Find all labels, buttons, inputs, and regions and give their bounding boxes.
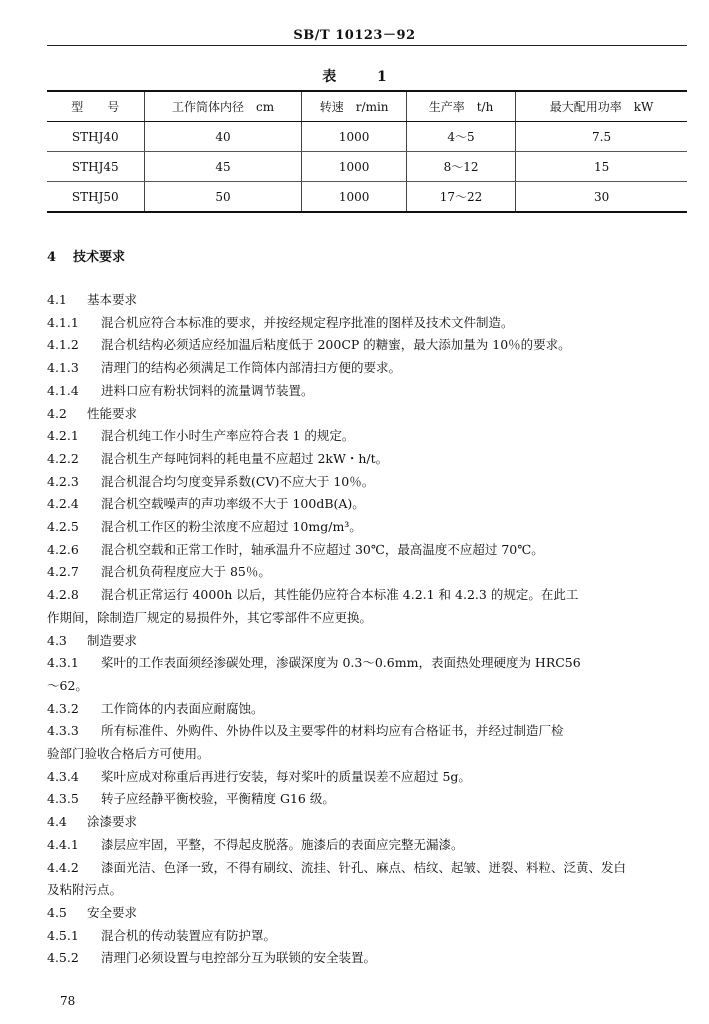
column-header-inner-diameter: 工作筒体内径 cm — [144, 91, 302, 122]
clause-line: 4.1.2 混合机结构必须适应经加温后粘度低于 200CP 的糖蜜，最大添加量为 10％的要求。 — [47, 337, 571, 353]
table-cell: 1000 — [302, 182, 406, 213]
table-cell: 30 — [516, 182, 687, 213]
clause-line: 4.3.1 桨叶的工作表面须经渗碳处理，渗碳深度为 0.3～0.6mm，表面热处理硬度为 HRC56 — [47, 655, 581, 671]
clause-line: 4.2.2 混合机生产每吨饲料的耗电量不应超过 2kW・h/t。 — [47, 450, 389, 466]
table-cell: 1000 — [302, 122, 406, 152]
document-code-header: SB/T 10123－92 — [293, 28, 416, 43]
clause-line: 4.2 性能要求 — [47, 405, 138, 421]
column-header-model: 型 号 — [47, 91, 144, 122]
clause-line: 4.2.8 混合机正常运行 4000h 以后，其性能仍应符合本标准 4.2.1 和 4.2.3 的规定。在此工 — [47, 587, 579, 603]
table-cell: 1000 — [302, 152, 406, 182]
clause-line: 4.1.3 清理门的结构必须满足工作筒体内部清扫方便的要求。 — [47, 360, 402, 376]
table-title: 表 1 — [322, 69, 405, 85]
clause-line: 4.2.5 混合机工作区的粉尘浓度不应超过 10mg/m³。 — [47, 519, 362, 534]
clause-line: 4.3.5 转子应经静平衡校验，平衡精度 G16 级。 — [47, 791, 335, 807]
clause-line: 4.4.2 漆面光洁、色泽一致，不得有刷纹、流挂、针孔、麻点、桔纹、起皱、迸裂、料粒、泛黄、发白 — [47, 859, 627, 875]
clause-line: 4.2.1 混合机纯工作小时生产率应符合表 1 的规定。 — [47, 428, 355, 444]
table-cell: 50 — [144, 182, 302, 213]
table-cell: STHJ50 — [47, 182, 144, 213]
table-cell: 15 — [516, 152, 687, 182]
clause-line: 4.1.4 进料口应有粉状饲料的流量调节装置。 — [47, 382, 314, 398]
column-header-productivity: 生产率 t/h — [406, 91, 515, 122]
clause-line: 4.5 安全要求 — [47, 904, 138, 920]
clause-line: 4.3.3 所有标准件、外购件、外协件以及主要零件的材料均应有合格证书，并经过制造厂检 — [47, 723, 564, 739]
clause-line: 4.5.2 清理门必须设置与电控部分互为联锁的安全装置。 — [47, 950, 377, 966]
clause-line: 4.2.6 混合机空载和正常工作时，轴承温升不应超过 30℃，最高温度不应超过 70℃。 — [47, 541, 544, 557]
clause-line: 4.3.2 工作筒体的内表面应耐腐蚀。 — [47, 700, 264, 716]
table-cell: 8～12 — [406, 152, 515, 182]
header-rule — [47, 45, 687, 46]
clause-line: 4.2.3 混合机混合均匀度变异系数(CV)不应大于 10％。 — [47, 473, 375, 489]
clause-line: 4.3.4 桨叶应成对称重后再进行安装，每对桨叶的质量误差不应超过 5g。 — [47, 768, 471, 784]
clause-line: 4.3 制造要求 — [47, 632, 138, 648]
section-title: 技术要求 — [73, 250, 126, 265]
table-header-row — [47, 91, 687, 122]
table-cell: 45 — [144, 152, 302, 182]
clause-line: 4.2.7 混合机负荷程度应大于 85％。 — [47, 564, 271, 580]
section-heading — [47, 246, 125, 265]
table-cell: 7.5 — [516, 122, 687, 152]
clause-continuation-line: 验部门验收合格后方可使用。 — [47, 746, 210, 761]
table-cell: 40 — [144, 122, 302, 152]
spec-table — [47, 90, 687, 213]
table-cell: STHJ40 — [47, 122, 144, 152]
clause-continuation-line: ～62。 — [47, 677, 88, 693]
column-header-speed: 转速 r/min — [302, 91, 406, 122]
table-cell: 4～5 — [406, 122, 515, 152]
clause-line: 4.1.1 混合机应符合本标准的要求，并按经规定程序批准的图样及技术文件制造。 — [47, 314, 514, 330]
page-number: 78 — [60, 994, 76, 1008]
table-cell: STHJ45 — [47, 152, 144, 182]
clause-line: 4.5.1 混合机的传动装置应有防护罩。 — [47, 927, 277, 943]
clause-line: 4.4 涂漆要求 — [47, 814, 138, 830]
column-header-max-power: 最大配用功率 kW — [516, 91, 687, 122]
clause-continuation-line: 及粘附污点。 — [47, 882, 123, 898]
table-row — [47, 182, 687, 213]
table-row — [47, 152, 687, 182]
clause-continuation-line: 作期间，除制造厂规定的易损件外，其它零部件不应更换。 — [47, 609, 373, 625]
clause-line: 4.2.4 混合机空载噪声的声功率级不大于 100dB(A)。 — [47, 496, 365, 512]
clause-line: 4.1 基本要求 — [47, 292, 138, 307]
table-row — [47, 122, 687, 152]
section-number: 4 — [47, 250, 57, 265]
clause-line: 4.4.1 漆层应牢固，平整，不得起皮脱落。施漆后的表面应完整无漏漆。 — [47, 836, 464, 852]
table-cell: 17～22 — [406, 182, 515, 213]
